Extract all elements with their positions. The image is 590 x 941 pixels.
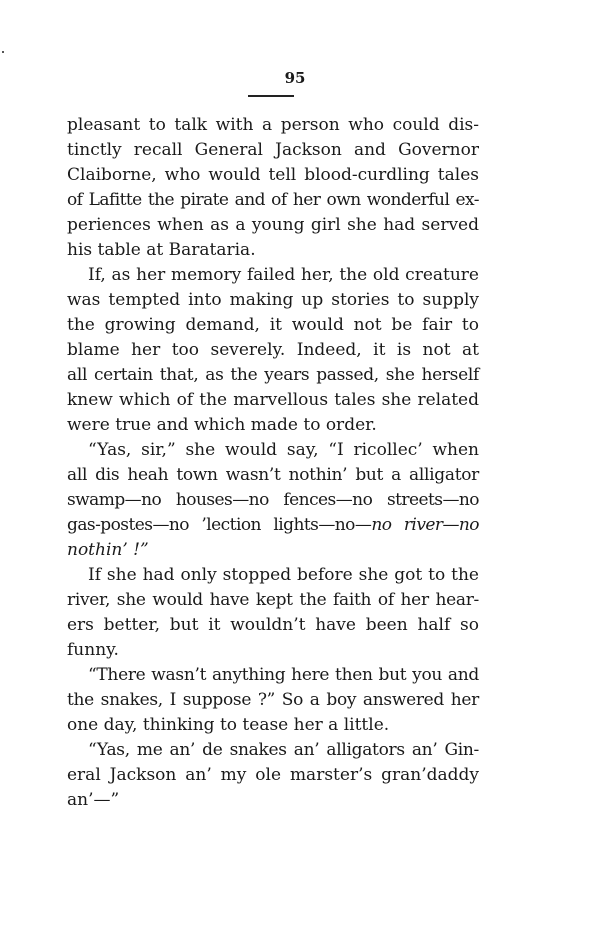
text-line: funny. xyxy=(67,640,119,660)
margin-mark xyxy=(2,51,4,53)
text-line: blame her too severely. Indeed, it is not at xyxy=(67,340,479,360)
text-line-italic: nothin’ !” xyxy=(67,540,149,560)
text-line: pleasant to talk with a person who could dis- xyxy=(67,115,479,135)
text-line: knew which of the marvellous tales she related xyxy=(67,390,479,410)
text-line: If, as her memory failed her, the old creature xyxy=(88,265,479,285)
text-line: Claiborne, who would tell blood-curdling tales xyxy=(67,165,479,185)
text-line: “Yas, me an’ de snakes an’ alligators an’ Gin- xyxy=(88,740,479,760)
text-line-italic: no river—no xyxy=(371,515,479,535)
text-line: swamp—no houses—no fences—no streets—no xyxy=(67,490,479,510)
text-line: all certain that, as the years passed, she herself xyxy=(67,365,479,385)
text-line: all dis heah town wasn’t nothin’ but a alligator xyxy=(67,465,479,485)
text-line: “There wasn’t anything here then but you and xyxy=(88,665,479,685)
text-line: river, she would have kept the faith of her hear- xyxy=(67,590,479,610)
text-line: of Lafitte the pirate and of her own wonderful ex- xyxy=(67,190,479,210)
text-line: ers better, but it wouldn’t have been half so xyxy=(67,615,479,635)
page-number: 95 xyxy=(284,69,306,87)
text-line: an’—” xyxy=(67,790,120,810)
body-text xyxy=(67,113,479,813)
text-line: one day, thinking to tease her a little. xyxy=(67,715,390,735)
text-line: the snakes, I suppose ?” So a boy answered her xyxy=(67,690,479,710)
text-line xyxy=(67,513,479,538)
text-line: “Yas, sir,” she would say, “I ricollec’ when xyxy=(88,440,479,460)
page-number-rule xyxy=(248,95,294,97)
text-line: periences when as a young girl she had served xyxy=(67,215,479,235)
text-line-roman: gas-postes—no ’lection lights—no— xyxy=(67,515,372,535)
text-line: eral Jackson an’ my ole marster’s gran’daddy xyxy=(67,765,479,785)
text-line: tinctly recall General Jackson and Governor xyxy=(67,140,479,160)
text-line: the growing demand, it would not be fair to xyxy=(67,315,479,335)
text-line: was tempted into making up stories to supply xyxy=(67,290,479,310)
text-line: his table at Barataria. xyxy=(67,240,256,260)
text-line xyxy=(67,538,479,563)
text-line: If she had only stopped before she got to the xyxy=(88,565,479,585)
text-line: were true and which made to order. xyxy=(67,415,377,435)
